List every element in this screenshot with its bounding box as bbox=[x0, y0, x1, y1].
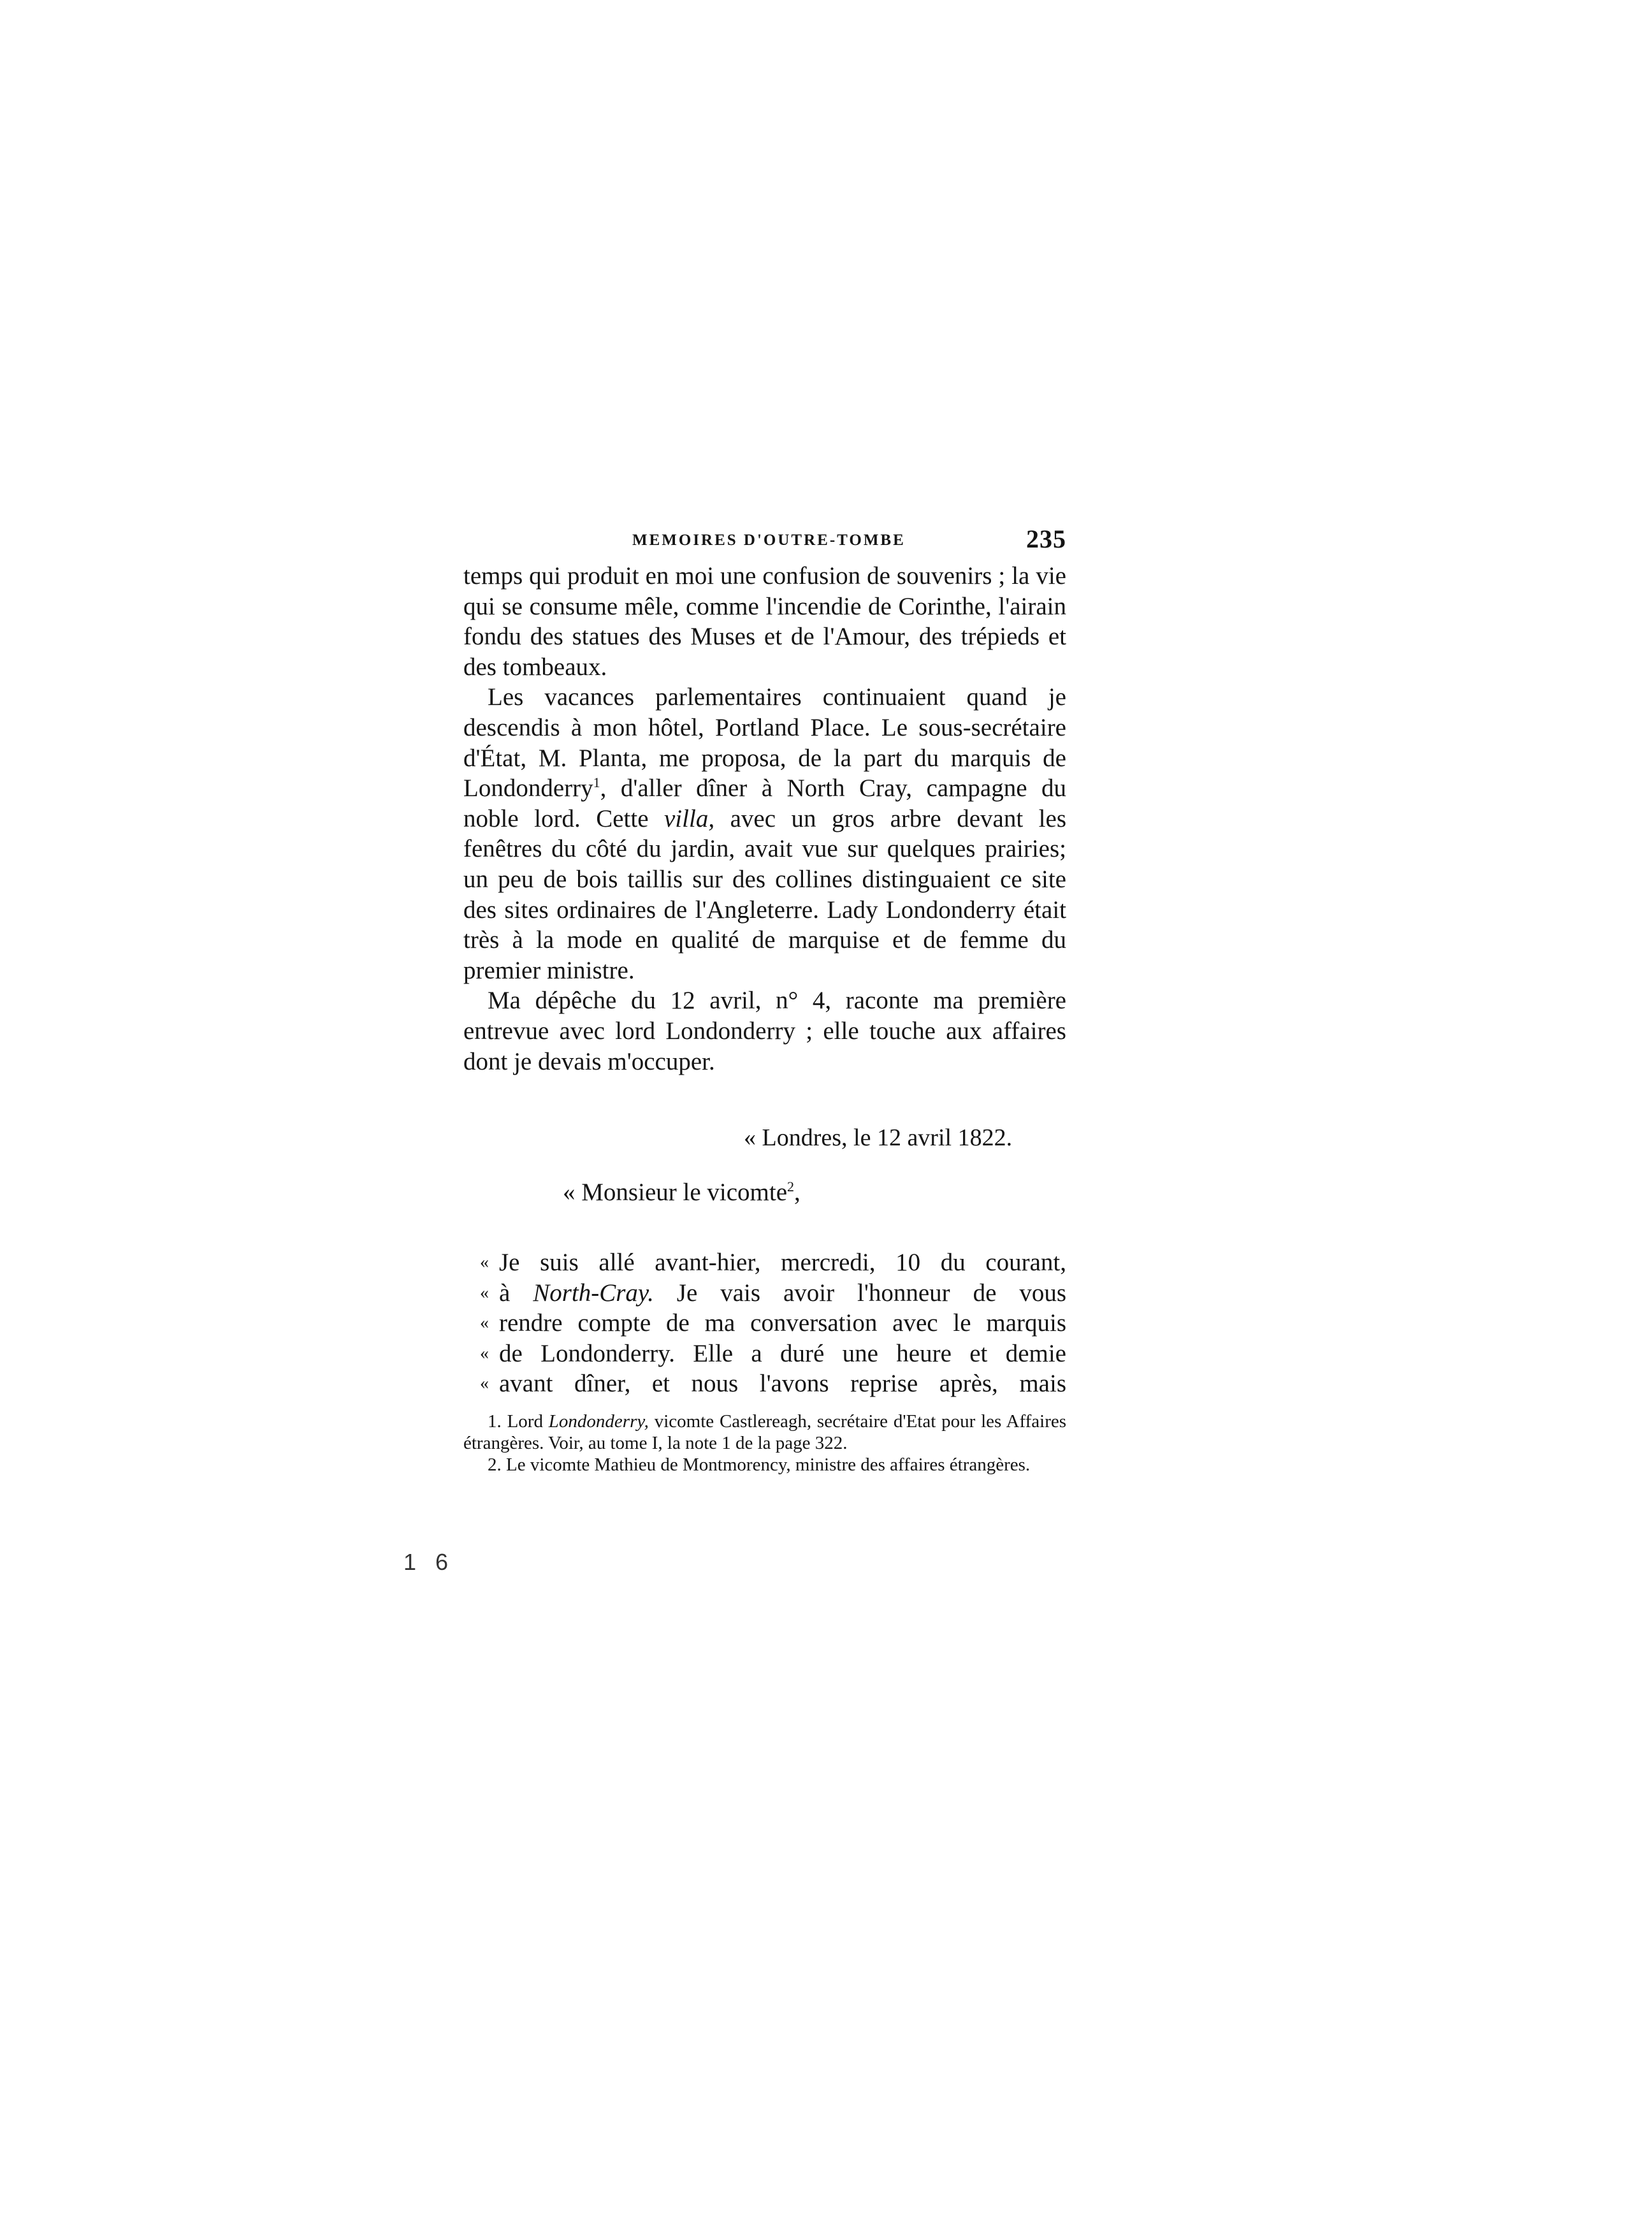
letter-line bbox=[463, 1339, 1066, 1369]
quote-mark: « bbox=[480, 1282, 489, 1303]
footnote-text: vicomte Castlereagh, secrétaire d'Etat pour les Affaires étrangères. Voir, au tome I, la note 1 de la page 322. bbox=[463, 1411, 1067, 1454]
quote-mark: « bbox=[480, 1343, 489, 1363]
letter-salutation bbox=[463, 1177, 1066, 1208]
letter-line-text: avant dîner, et nous l'avons reprise après, mais bbox=[499, 1370, 1066, 1398]
letter-line-text bbox=[499, 1278, 1066, 1309]
salutation-comma: , bbox=[794, 1179, 801, 1207]
letter-body bbox=[463, 1247, 1066, 1399]
paragraph-text: , d'aller dîner à North Cray, campagne du noble lord. Cette bbox=[463, 774, 1066, 832]
letter-line bbox=[463, 1308, 1066, 1339]
paragraph-portland-place bbox=[463, 682, 1066, 985]
letter-line-text: Je suis allé avant-hier, mercredi, 10 du courant, bbox=[499, 1249, 1066, 1277]
paragraph-depeche: Ma dépêche du 12 avril, n° 4, raconte ma première entrevue avec lord Londonderry ; elle touche aux affaires dont je devais m'occuper. bbox=[463, 987, 1066, 1075]
body-text bbox=[463, 561, 1066, 1077]
footnote-1 bbox=[463, 1411, 1066, 1454]
footnote-2: 2. Le vicomte Mathieu de Montmorency, ministre des affaires étrangères. bbox=[488, 1455, 1031, 1476]
quote-mark: « bbox=[480, 1252, 489, 1273]
quote-mark: « bbox=[563, 1179, 576, 1207]
letter-line bbox=[463, 1278, 1066, 1309]
italic-word: villa, bbox=[664, 804, 715, 832]
letter-line-text: rendre compte de ma conversation avec le marquis bbox=[499, 1309, 1066, 1337]
running-title: MEMOIRES D'OUTRE-TOMBE bbox=[632, 532, 906, 549]
letter-text: Je vais avoir l'honneur de vous bbox=[653, 1279, 1066, 1307]
quote-mark: « bbox=[480, 1313, 489, 1333]
letter-text: à bbox=[499, 1279, 533, 1307]
paragraph-continuation: temps qui produit en moi une confusion de souvenirs ; la vie qui se consume mêle, comme l'incendie de Corinthe, l'airain fondu des statues des Muses et de l'Amour, des trépieds et des tombeaux. bbox=[463, 562, 1066, 681]
footnote-italic: Londonderry, bbox=[548, 1411, 649, 1432]
italic-place-name: North-Cray. bbox=[533, 1279, 654, 1307]
letter-line bbox=[463, 1247, 1066, 1278]
footnote-ref-2: 2 bbox=[787, 1179, 795, 1195]
footnotes bbox=[463, 1411, 1066, 1476]
paragraph-text: avec un gros arbre devant les fenêtres du côté du jardin, avait vue sur quelques prairies; un peu de bois taillis sur des collines distinguaient ce site des sites ordinaires de l'Angleterre. Lady Londonderry était très à la mode en qualité de marquise et de femme du premier ministre. bbox=[463, 804, 1066, 984]
running-header bbox=[463, 523, 1066, 561]
letter-line bbox=[463, 1368, 1066, 1399]
printer-signature: 1 6 bbox=[403, 1549, 455, 1575]
letter-dateline: « Londres, le 12 avril 1822. bbox=[744, 1124, 1013, 1152]
footnote-ref-1: 1 bbox=[593, 774, 600, 791]
book-page bbox=[463, 523, 1066, 1476]
salutation-text: Monsieur le vicomte bbox=[581, 1179, 788, 1207]
page-number: 235 bbox=[1026, 525, 1066, 553]
footnote-text: 1. Lord bbox=[488, 1411, 549, 1432]
letter-line-text: de Londonderry. Elle a duré une heure et demie bbox=[499, 1339, 1066, 1367]
paragraph-text: Les vacances parlementaires continuaient quand je descendis à mon hôtel, Portland Place. Le sous-secrétaire d'État, M. Planta, me proposa, de la part du marquis de Londonderry bbox=[463, 683, 1066, 802]
quote-mark: « bbox=[480, 1374, 489, 1394]
